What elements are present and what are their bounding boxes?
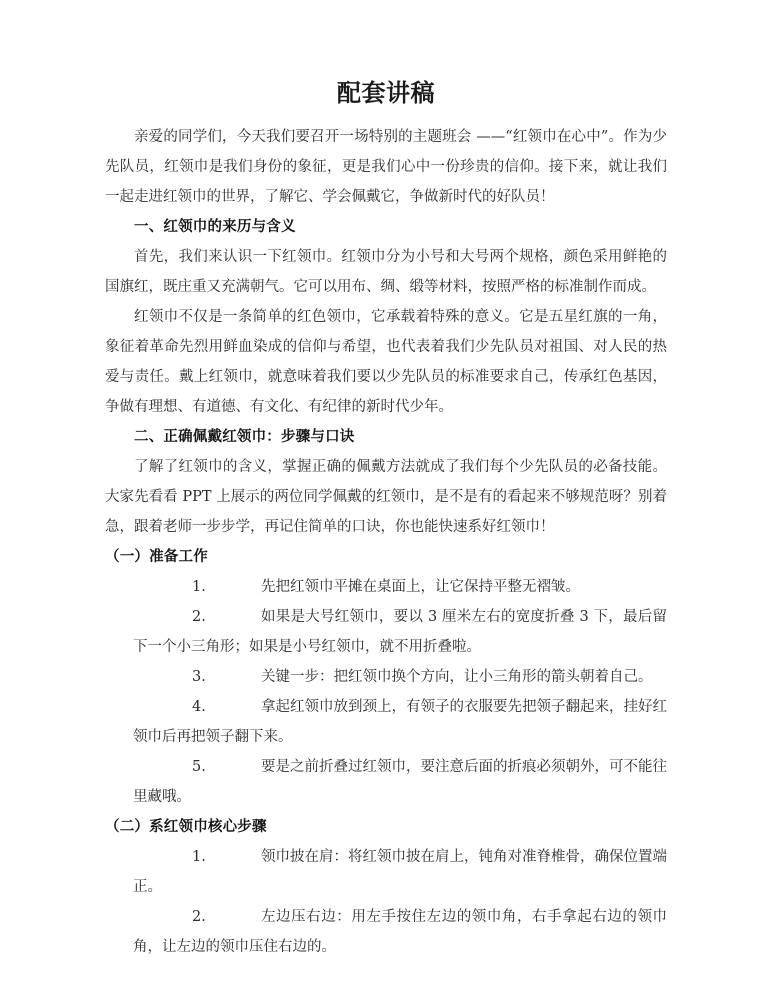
page-title [105,0,667,122]
list-item [105,572,667,602]
section-one-paragraph-2: 红领巾不仅是一条简单的红色领巾，它承载着特殊的意义。它是五星红旗的一角，象征着革命先烈用鲜血染成的信仰与希望，也代表着我们少先队员对祖国、对人民的热爱与责任。戴上红领巾，就意味着我们要以少先队员的标准要求自己，传承红色基因，争做有理想、有道德、有文化、有纪律的新时代少年。 [105,309,667,415]
section-one-paragraph-1: 首先，我们来认识一下红领巾。红领巾分为小号和大号两个规格，颜色采用鲜艳的国旗红，既庄重又充满朝气。它可以用布、绸、缎等材料，按照严格的标准制作而成。 [105,249,667,295]
list-item [105,752,667,812]
document-body [105,0,667,962]
prep-step-number: 2. [192,609,206,625]
list-item [105,662,667,692]
section-heading-one: 一、红领巾的来历与含义 [134,219,296,235]
section-two-paragraph-1: 了解了红领巾的含义，掌握正确的佩戴方法就成了我们每个少先队员的必备技能。大家先看看 PPT 上展示的两位同学佩戴的红领巾，是不是有的看起来不够规范呀？别着急，跟着老师一步步学，再记住简单的口诀，你也能快速系好红领巾！ [105,459,667,535]
core-step-number: 2. [192,909,206,925]
subsection-heading-two: （二）系红领巾核心步骤 [105,819,267,835]
prep-step-number: 5. [192,759,206,775]
prep-step-number: 4. [192,699,206,715]
preparation-steps-list [105,572,667,812]
subsection-heading-one: （一）准备工作 [105,549,208,565]
prep-step-text: 拿起红领巾放到颈上，有领子的衣服要先把领子翻起来，挂好红领巾后再把领子翻下来。 [133,699,667,745]
prep-step-text: 关键一步：把红领巾换个方向，让小三角形的箭头朝着自己。 [261,669,653,685]
core-steps-list [105,842,667,962]
prep-step-text: 如果是大号红领巾，要以 3 厘米左右的宽度折叠 3 下，最后留下一个小三角形；如果是小号红领巾，就不用折叠啦。 [133,609,667,655]
core-step-text: 左边压右边：用左手按住左边的领巾角，右手拿起右边的领巾角，让左边的领巾压住右边的。 [133,909,667,955]
list-item [105,902,667,962]
prep-step-text: 要是之前折叠过红领巾，要注意后面的折痕必须朝外，可不能往里藏哦。 [133,759,667,805]
section-heading-two: 二、正确佩戴红领巾：步骤与口诀 [134,429,355,445]
list-item [105,692,667,752]
list-item [105,602,667,662]
list-item [105,842,667,902]
core-step-text: 领巾披在肩：将红领巾披在肩上，钝角对准脊椎骨，确保位置端正。 [133,849,667,895]
prep-step-number: 3. [192,669,206,685]
page-title-text: 配套讲稿 [337,79,435,107]
prep-step-text: 先把红领巾平摊在桌面上，让它保持平整无褶皱。 [261,579,580,595]
core-step-number: 1. [192,849,206,865]
intro-paragraph: 亲爱的同学们，今天我们要召开一场特别的主题班会 ——“红领巾在心中”。作为少先队员，红领巾是我们身份的象征，更是我们心中一份珍贵的信仰。接下来，就让我们一起走进红领巾的世界，了解它、学会佩戴它，争做新时代的好队员！ [105,129,667,205]
prep-step-number: 1. [192,579,206,595]
